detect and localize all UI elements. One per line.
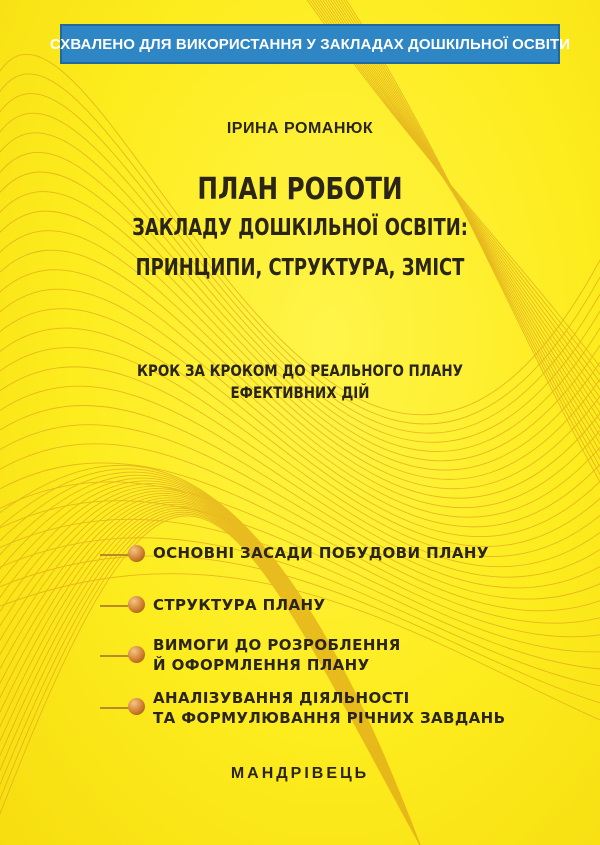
wave-line xyxy=(340,0,600,500)
subtitle-line-2: ЕФЕКТИВНИХ ДІЙ xyxy=(230,383,370,402)
list-item-4-text-line-1: АНАЛІЗУВАННЯ ДІЯЛЬНОСТІ xyxy=(153,689,410,707)
bullet-dash xyxy=(100,707,130,709)
bullet-dot-icon xyxy=(128,698,145,715)
title-line-1: ПЛАН РОБОТИ xyxy=(197,172,403,207)
bullet-dot-icon xyxy=(128,545,145,562)
list-item-3-text-line-2: Й ОФОРМЛЕННЯ ПЛАНУ xyxy=(153,656,370,674)
title-line-2: ЗАКЛАДУ ДОШКІЛЬНОЇ ОСВІТИ: xyxy=(132,215,468,241)
bullet-dot-icon xyxy=(128,596,145,613)
wave-line xyxy=(0,211,600,489)
list-item-2 xyxy=(153,595,325,615)
wave-line xyxy=(0,556,600,703)
title-line-3: ПРИНЦИПИ, СТРУКТУРА, ЗМІСТ xyxy=(135,255,465,281)
list-item-1 xyxy=(153,543,489,563)
bullet-dash xyxy=(100,655,130,657)
list-item-1-text: ОСНОВНІ ЗАСАДИ ПОБУДОВИ ПЛАНУ xyxy=(153,544,489,562)
bullet-dash xyxy=(100,605,130,607)
list-item-2-text: СТРУКТУРА ПЛАНУ xyxy=(153,596,326,614)
list-item-3-text-line-1: ВИМОГИ ДО РОЗРОБЛЕННЯ xyxy=(153,636,401,654)
approval-banner xyxy=(49,24,571,64)
subtitle-line-1: КРОК ЗА КРОКОМ ДО РЕАЛЬНОГО ПЛАНУ xyxy=(137,361,463,380)
bullet-dash xyxy=(100,554,130,556)
list-item-4-text-line-2: ТА ФОРМУЛЮВАННЯ РІЧНИХ ЗАВДАНЬ xyxy=(153,709,506,727)
approval-banner-text: СХВАЛЕНО ДЛЯ ВИКОРИСТАННЯ У ЗАКЛАДАХ ДОШКІЛЬНОЇ ОСВІТИ xyxy=(49,35,571,53)
wave-line xyxy=(0,425,600,599)
author-name: ІРИНА РОМАНЮК xyxy=(226,120,374,137)
wave-line xyxy=(0,514,420,845)
list-item-4 xyxy=(153,688,505,728)
bullet-dot-icon xyxy=(128,646,145,663)
list-item-3 xyxy=(153,635,401,675)
publisher-name: МАНДРІВЕЦЬ xyxy=(230,765,370,782)
